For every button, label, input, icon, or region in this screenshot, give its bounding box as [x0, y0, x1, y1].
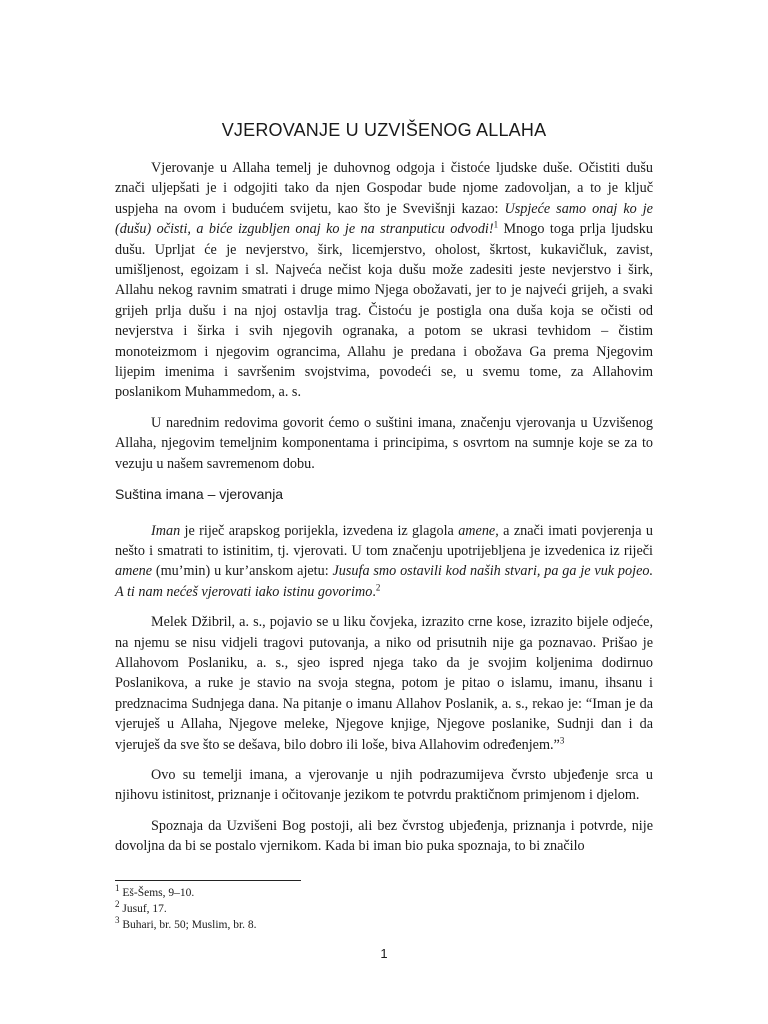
paragraph-4: [115, 612, 653, 755]
footnote-number: 2: [115, 899, 120, 910]
page-number: 1: [380, 946, 388, 961]
p1-text-b: Mnogo toga prlja ljudsku dušu. Uprljat će je nevjerstvo, širk, licemjerstvo, oholost, škrtost, kukavičluk, zavist, umišljenost, egoizam i sl. Najveća nečist koja dušu može zadesiti jeste nevjerstvo i širk, Allahu nekog ravnim smatrati i druge mimo Njega obožavati, jer to je najveći grijeh, a svaki grijeh prlja dušu i na njoj ostavlja trag. Čistoću je postigla ona duša koja se očisti od nevjerstva i širka i svih njegovih ogranaka, a potom se ukrasi tevhidom – čistim monoteizmom i njegovim ograncima, Allahu je predana i obožava Ga prema Njegovim lijepim imenima i savršenim svojstvima, povodeći se, u svemu tome, za Allahovim poslanikom Muhammedom, a. s.: [115, 221, 653, 401]
p3-text-b: , a znači imati povjerenja u nešto i smatrati to istinitim, tj. vjerovati. U tom značenju upotrijebljena je izvedenica iz riječi: [115, 522, 653, 559]
paragraph-5: Ovo su temelji imana, a vjerovanje u njih podrazumijeva čvrsto ubjeđenje srca u njihovu istinitost, priznanje i očitovanje jezikom te potvrdu praktičnom primjenom i djelom.: [115, 766, 653, 804]
p3-term-amene: amene: [458, 522, 496, 539]
p3-term-amene-2: amene: [115, 563, 153, 580]
p3-text-c: (mu’min) u kur’anskom ajetu:: [152, 563, 333, 580]
p3-text-a: je riječ arapskog porijekla, izvedena iz glagola: [180, 522, 459, 539]
footnote-text: Buhari, br. 50; Muslim, br. 8.: [119, 919, 257, 931]
footnote-text: Eš-Šems, 9–10.: [119, 887, 195, 899]
p3-text-d: .: [372, 583, 376, 600]
p4-text: Melek Džibril, a. s., pojavio se u liku čovjeka, izrazito crne kose, izrazito bijele odjeće, na njemu se nisu vidjeli tragovi putovanja, a niko od prisutnih nije ga poznavao. Prišao je Allahovom Poslaniku, a. s., sjeo ispred njega tako da je svojim koljenima dodirnuo Poslanikova, a ruke je stavio na svoja stegna, potom je pitao o islamu, imanu, ihsanu i predznacima Sudnjega dana. Na pitanje o imanu Allahov Poslanik, a. s., rekao je: “Iman je da vjeruješ u Allaha, Njegove meleke, Njegove knjige, Njegove poslanike, Sudnji dan i da vjeruješ da sve što se dešava, bilo dobro ili loše, biva Allahovim određenjem.”: [115, 614, 653, 753]
paragraph-6: Spoznaja da Uzvišeni Bog postoji, ali bez čvrstog ubjeđenja, priznanja i potvrde, nije dovoljna da bi se postalo vjernikom. Kada bi iman bio puka spoznaja, to bi značilo: [115, 817, 653, 855]
p1-text-a: Vjerovanje u Allaha temelj je duhovnog odgoja i čistoće ljudske duše. Očistiti dušu znači uljepšati je i odgojiti tako da njen Gospodar bude njome zadovoljan, a to je ključ uspjeha na ovom i budućem svijetu, kao što je Svevišnji kazao:: [115, 160, 653, 217]
paragraph-3: [115, 521, 653, 603]
paragraph-1: [115, 158, 653, 403]
body-text: [115, 158, 653, 867]
footnote-ref-2[interactable]: 2: [375, 581, 381, 592]
p1-quote: Uspjeće samo onaj ko je (dušu) očisti, a biće izgubljen onaj ko je na stranputicu odvodi!: [115, 200, 653, 238]
footnote-2: [115, 901, 257, 917]
footnotes: [115, 885, 257, 933]
page-title: VJEROVANJE U UZVIŠENOG ALLAHA: [221, 120, 547, 140]
footnote-ref-3[interactable]: 3: [559, 734, 565, 745]
footnote-number: 3: [115, 915, 120, 926]
footnote-ref-1[interactable]: 1: [493, 219, 499, 230]
footnote-1: [115, 885, 257, 901]
p3-quote: Jusufa smo ostavili kod naših stvari, pa ga je vuk pojeo. A ti nam nećeš vjerovati iako istinu govorimo: [115, 563, 654, 600]
footnote-number: 1: [115, 883, 120, 894]
section-heading: Suština imana – vjerovanja: [115, 486, 284, 503]
paragraph-2: U narednim redovima govorit ćemo o suštini imana, značenju vjerovanja u Uzvišenog Allaha, njegovim temeljnim komponentama i principima, s osvrtom na sumnje koje se za to vezuju u našem savremenom dobu.: [115, 414, 653, 472]
footnote-3: [115, 917, 257, 933]
p3-term-iman: Iman: [151, 522, 181, 539]
footnote-separator: [115, 880, 301, 881]
footnote-text: Jusuf, 17.: [119, 903, 167, 915]
